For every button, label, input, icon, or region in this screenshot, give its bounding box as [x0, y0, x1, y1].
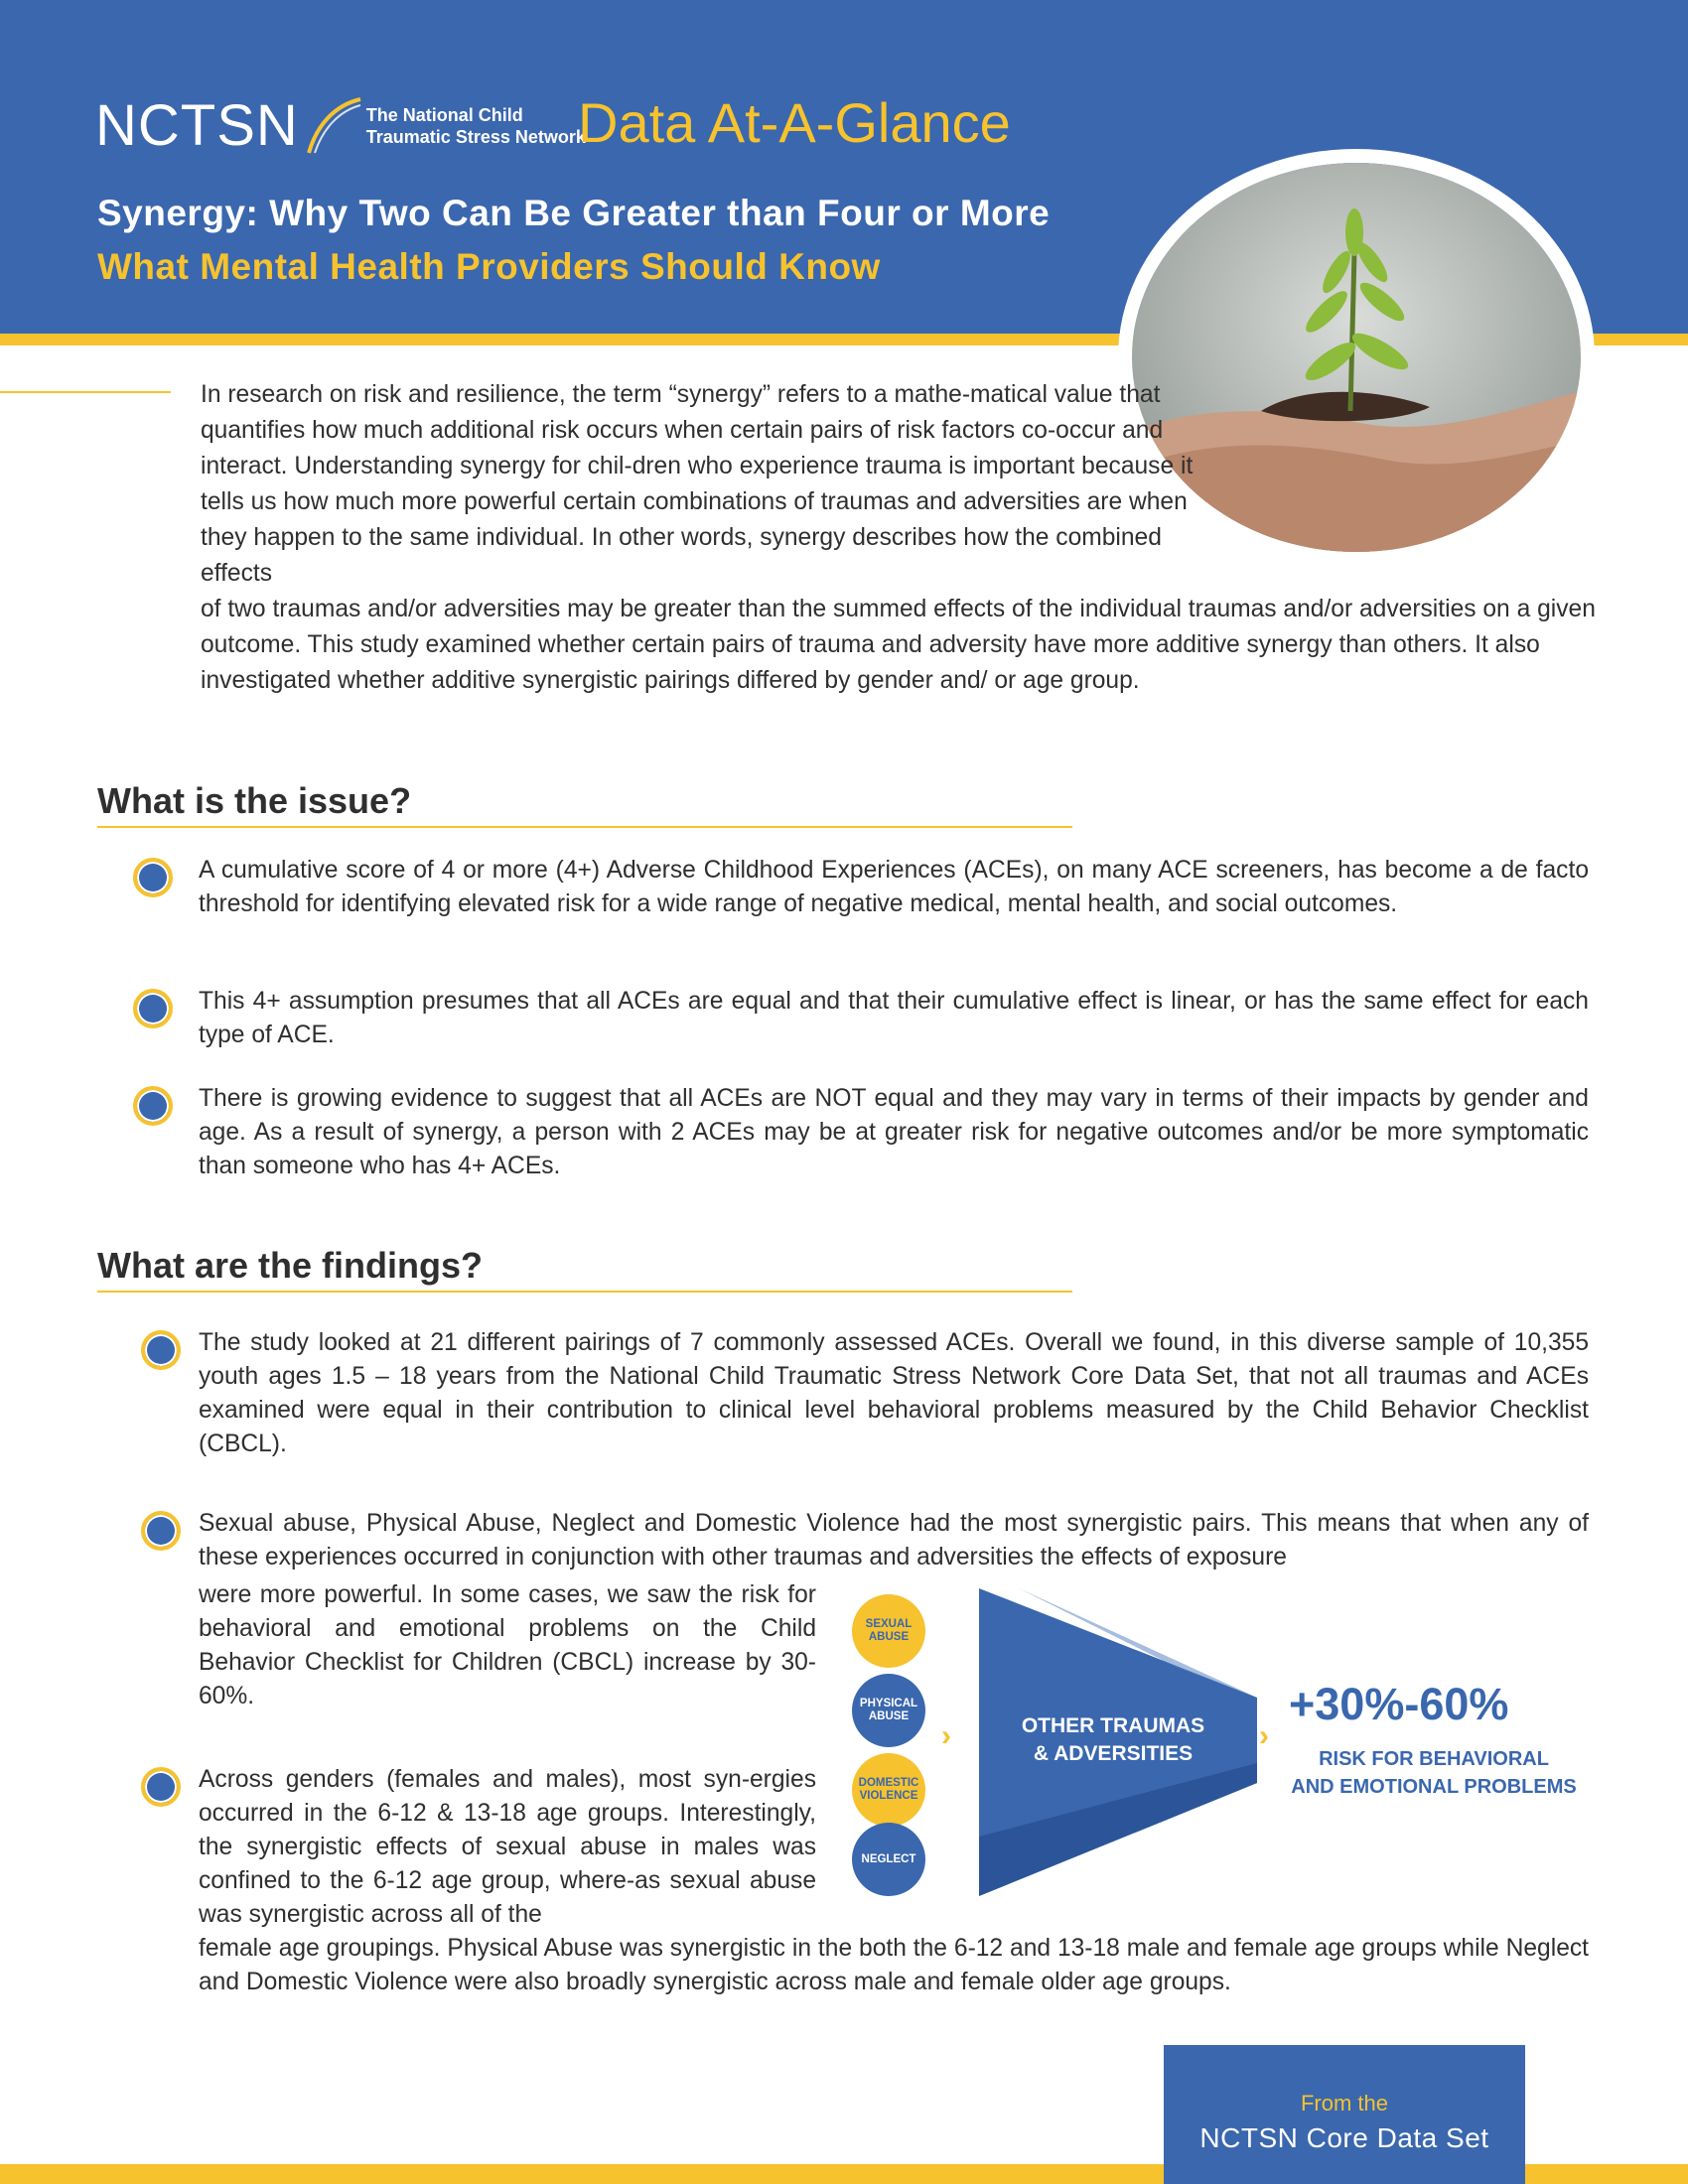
findings-bullet-narrow: were more powerful. In some cases, we saw the risk for behavioral and emotional problems on the Child Behavior Checklist for Children (CBCL) increase by 30-60%.	[199, 1581, 816, 1709]
funnel-label-line1: OTHER TRAUMAS	[1021, 1714, 1205, 1737]
ace-circle-neglect	[852, 1823, 925, 1896]
findings-bullet: The study looked at 21 different pairings of 7 commonly assessed ACEs. Overall we found, in this diverse sample of 10,355 youth ages 1.5 – 18 years from the National Child Traumatic Stress Network Core Data Set, that not all traumas and ACEs examined were equal in their contribution to clinical level behavioral problems measured by the Child Behavior Checklist (CBCL).	[199, 1329, 1589, 1457]
bullet-icon	[141, 1767, 181, 1807]
circle-label-line2: VIOLENCE	[859, 1790, 918, 1802]
intro-accent-rule	[0, 391, 171, 393]
chevron-right-icon: ›	[941, 1719, 951, 1752]
document-type-label: Data At-A-Glance	[578, 91, 1011, 154]
risk-increase-percent: +30%-60%	[1289, 1679, 1509, 1729]
bullet-icon	[133, 989, 173, 1028]
logo-name-line1: The National Child	[365, 105, 523, 125]
findings-heading: What are the findings?	[97, 1245, 484, 1286]
findings-bullet-full-width: female age groupings. Physical Abuse was synergistic in the both the 6-12 and 13-18 male and female age groups while Neglect and Domestic Violence were also broadly synergistic across male and female older age groups.	[199, 1935, 1589, 1995]
circle-label-line2: ABUSE	[868, 1710, 910, 1722]
page-subtitle: What Mental Health Providers Should Know	[97, 246, 881, 287]
page-title: Synergy: Why Two Can Be Greater than Four or More	[97, 193, 1051, 233]
logo-name-line2: Traumatic Stress Network	[365, 127, 586, 147]
ace-circle-sexual-abuse	[852, 1594, 925, 1668]
logo-wordmark: NCTSN	[95, 93, 299, 158]
nctsn-logo	[95, 95, 586, 157]
intro-paragraph-wrapped: In research on risk and resilience, the term “synergy” refers to a mathe-matical value that quantifies how much additional risk occurs when certain pairs of risk factors co-occur and interact. Understanding synergy for chil-dren who experience trauma is important because it tells us how much more powerful certain combinations of traumas and adversities are when they happen to the same individual. In other words, synergy describes how the combined effects	[201, 381, 1194, 587]
issue-bullet: This 4+ assumption presumes that all ACEs are equal and that their cumulative effect is linear, or has the same effect for each type of ACE.	[199, 988, 1589, 1048]
circle-label-line1: SEXUAL	[865, 1618, 913, 1630]
footer-source-line2: NCTSN Core Data Set	[1199, 2122, 1489, 2153]
bullet-icon	[133, 858, 173, 897]
ace-circle-domestic-violence	[852, 1753, 925, 1827]
risk-label	[1277, 1745, 1591, 1801]
findings-bullet-full-width: Sexual abuse, Physical Abuse, Neglect and Domestic Violence had the most synergistic pairs. This means that when any of these experiences occurred in conjunction with other traumas and adversities the effects of exposure	[199, 1510, 1589, 1570]
risk-label-line2: AND EMOTIONAL PROBLEMS	[1291, 1776, 1577, 1798]
chevron-right-icon: ›	[1259, 1719, 1269, 1752]
bullet-icon	[133, 1086, 173, 1126]
issue-bullet: A cumulative score of 4 or more (4+) Adverse Childhood Experiences (ACEs), on many ACE screeners, has become a de facto threshold for identifying elevated risk for a wide range of negative medical, mental health, and social outcomes.	[199, 857, 1589, 917]
issue-heading: What is the issue?	[97, 780, 412, 821]
issue-bullet: There is growing evidence to suggest that all ACEs are NOT equal and they may vary in terms of their impacts by gender and age. As a result of synergy, a person with 2 ACEs may be at greater risk for negative outcomes and/or be more symptomatic than someone who has 4+ ACEs.	[199, 1085, 1589, 1179]
findings-heading-rule	[97, 1291, 1072, 1293]
bullet-icon	[141, 1511, 181, 1551]
logo-swoosh-icon	[301, 95, 362, 157]
circle-label-line1: PHYSICAL	[859, 1698, 918, 1709]
funnel-label	[989, 1712, 1237, 1768]
ace-circle-physical-abuse	[852, 1674, 925, 1747]
risk-label-line1: RISK FOR BEHAVIORAL	[1319, 1748, 1549, 1770]
circle-label-line1: NEGLECT	[861, 1852, 916, 1865]
bullet-icon	[141, 1330, 181, 1370]
issue-heading-rule	[97, 826, 1072, 828]
logo-org-name	[366, 104, 586, 148]
circle-label-line1: DOMESTIC	[858, 1777, 919, 1789]
funnel-label-line2: & ADVERSITIES	[1033, 1742, 1194, 1765]
circle-label-line2: ABUSE	[868, 1631, 910, 1643]
intro-paragraph-continued: of two traumas and/or adversities may be greater than the summed effects of the individual traumas and/or adversities on a given outcome. This study examined whether certain pairs of trauma and adversity have more additive synergy than others. It also investigated whether additive synergistic pairings differed by gender and/ or age group.	[201, 596, 1596, 694]
findings-bullet-narrow: Across genders (females and males), most syn-ergies occurred in the 6-12 & 13-18 age groups. Interestingly, the synergistic effects of sexual abuse in males was confined to the 6-12 age group, where-as sexual abuse was synergistic across all of the	[199, 1766, 816, 1928]
footer-source-line1: From the	[1300, 2091, 1389, 2116]
